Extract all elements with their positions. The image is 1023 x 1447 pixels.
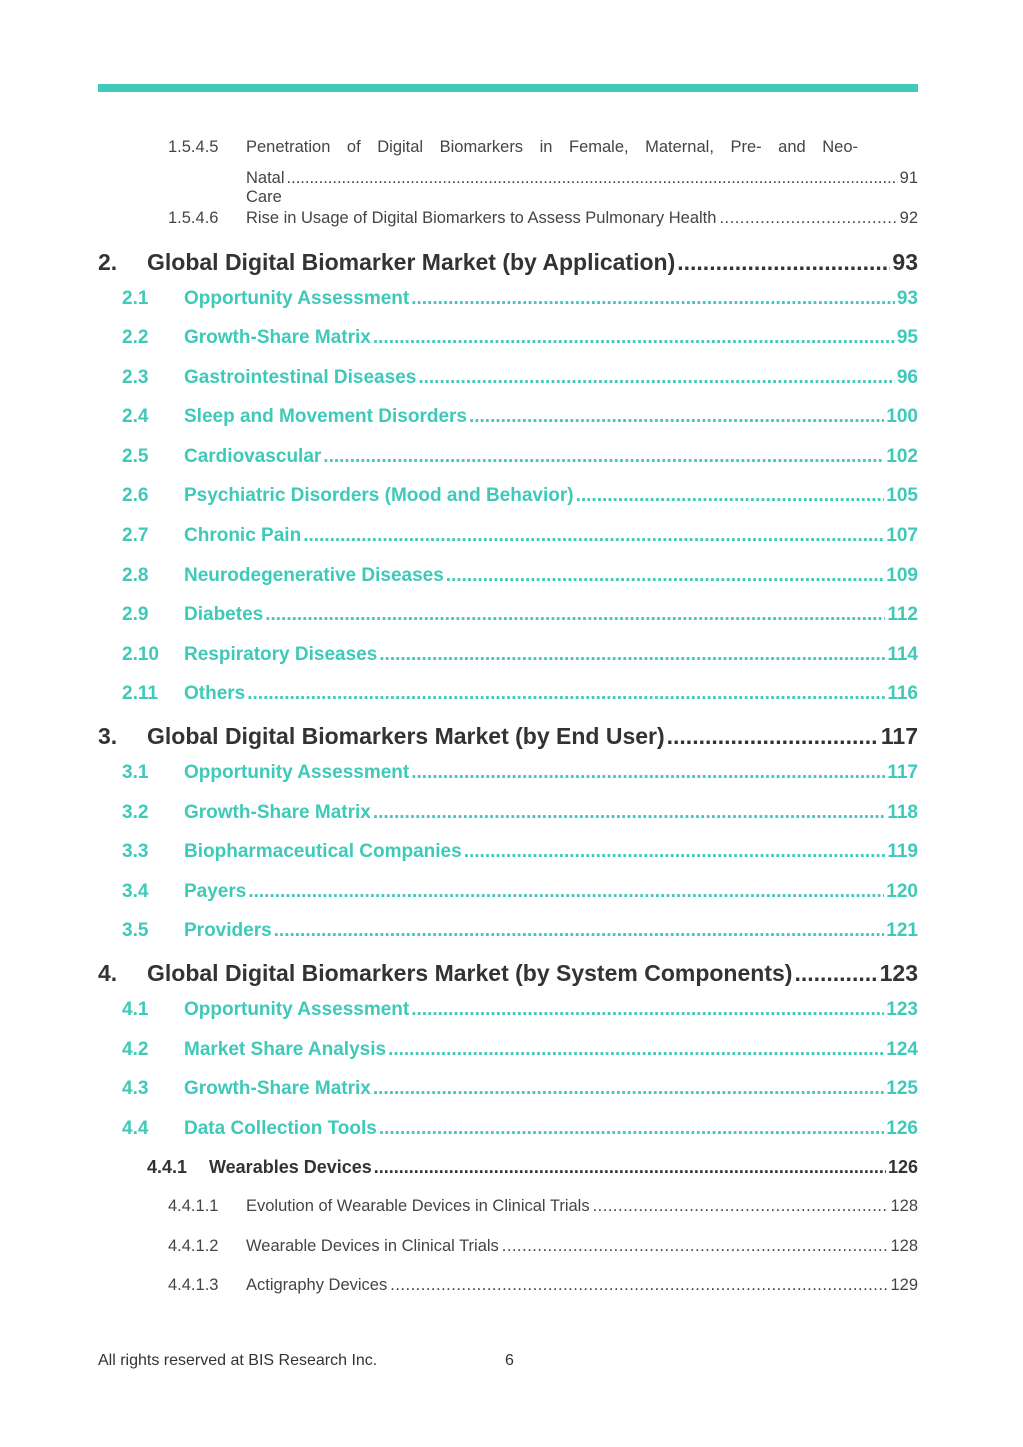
toc-title: Market Share Analysis: [184, 1038, 387, 1060]
toc-number: 4.3: [122, 1078, 149, 1100]
toc-title: Gastrointestinal Diseases: [184, 366, 417, 388]
toc-number: 2.5: [122, 445, 149, 467]
toc-entry-2-2[interactable]: [98, 327, 918, 367]
toc-entry-2-3[interactable]: [98, 367, 918, 407]
toc-page: 100: [886, 406, 918, 428]
toc-page: 123: [879, 960, 918, 986]
toc-number: 2.2: [122, 327, 149, 349]
toc-page: 112: [887, 604, 918, 626]
toc-page: 117: [887, 762, 918, 784]
toc-page: 117: [880, 723, 918, 750]
toc-title: Diabetes: [184, 604, 264, 626]
dot-leader: [576, 485, 885, 507]
toc-entry-4-4-1[interactable]: [98, 1157, 918, 1197]
dot-leader: [373, 1078, 884, 1100]
toc-title: Wearables Devices: [209, 1157, 372, 1178]
toc-title: Payers: [184, 880, 247, 902]
toc-page: 105: [886, 485, 918, 507]
dot-leader: [303, 525, 884, 547]
dot-leader: [794, 960, 877, 987]
toc-number: 3.5: [122, 920, 149, 942]
toc-entry-3-1[interactable]: [98, 762, 918, 802]
toc-number: 3.1: [122, 762, 149, 784]
toc-title: Growth-Share Matrix: [184, 327, 371, 349]
toc-number: 2.3: [122, 366, 149, 388]
toc-number: 4.4.1.1: [168, 1197, 219, 1216]
toc-page: 121: [886, 920, 918, 942]
dot-leader: [677, 249, 890, 276]
toc-title: Global Digital Biomarker Market (by Application): [147, 248, 676, 275]
dot-leader: [446, 565, 885, 587]
dot-leader: [248, 881, 884, 903]
toc-title: Global Digital Biomarkers Market (by End User): [147, 723, 665, 750]
dot-leader: [502, 1237, 888, 1256]
dot-leader: [418, 367, 895, 389]
toc-number: 2.7: [122, 525, 149, 547]
toc-entry-2-9[interactable]: [98, 604, 918, 644]
toc-page: 96: [896, 366, 918, 388]
toc-entry-4-3[interactable]: [98, 1078, 918, 1118]
dot-leader: [411, 288, 895, 310]
toc-number: 4.: [98, 960, 118, 986]
toc-number: 2.4: [122, 406, 149, 428]
dot-leader: [323, 446, 884, 468]
toc-title: Data Collection Tools: [184, 1117, 377, 1139]
toc-number: 4.4.1: [147, 1157, 188, 1178]
dot-leader: [287, 169, 898, 188]
dot-leader: [469, 406, 884, 428]
dot-leader: [274, 920, 885, 942]
toc-entry-4-1[interactable]: [98, 999, 918, 1039]
toc-entry-2-6[interactable]: [98, 485, 918, 525]
toc-number: 2.8: [122, 564, 149, 586]
toc-title: Rise in Usage of Digital Biomarkers to Assess Pulmonary Health: [246, 209, 717, 227]
toc-number: 3.2: [122, 801, 149, 823]
toc-number: 2.: [98, 248, 118, 275]
toc-page: 95: [896, 327, 918, 349]
dot-leader: [411, 999, 884, 1021]
toc-title: Growth-Share Matrix: [184, 801, 371, 823]
dot-leader: [247, 683, 885, 705]
dot-leader: [593, 1197, 888, 1216]
toc-page: 93: [896, 287, 918, 309]
toc-entry-2-5[interactable]: [98, 446, 918, 486]
toc-page: 114: [887, 643, 918, 665]
toc-title: Neurodegenerative Diseases: [184, 564, 444, 586]
toc-entry-3-2[interactable]: [98, 802, 918, 842]
toc-entry-4-4-1-1[interactable]: [98, 1197, 918, 1237]
dot-leader: [667, 723, 879, 750]
dot-leader: [373, 802, 885, 824]
toc-title: Wearable Devices in Clinical Trials: [246, 1236, 499, 1255]
toc-page: 92: [899, 209, 918, 227]
footer-page-number: 6: [505, 1352, 514, 1369]
toc-entry-3-3[interactable]: [98, 841, 918, 881]
toc-number: 3.3: [122, 841, 149, 863]
toc-page: 123: [886, 999, 918, 1020]
toc-number: 2.10: [122, 643, 159, 665]
toc-number: 1.5.4.5: [168, 138, 219, 156]
dot-leader: [373, 327, 895, 349]
toc-number: 1.5.4.6: [168, 209, 219, 227]
toc-title: Growth-Share Matrix: [184, 1078, 371, 1100]
toc-page: 126: [887, 1157, 918, 1178]
toc-number: 2.1: [122, 287, 149, 309]
toc-entry-4-4[interactable]: [98, 1118, 918, 1158]
toc-number: 2.11: [122, 683, 158, 705]
dot-leader: [411, 762, 885, 784]
toc-number: 4.4.1.3: [168, 1276, 219, 1295]
toc-title: Global Digital Biomarkers Market (by System Components): [147, 960, 793, 986]
header-accent-bar: [98, 84, 918, 92]
toc-page: 129: [890, 1276, 918, 1295]
toc-page: 93: [892, 248, 918, 275]
toc-title: Actigraphy Devices: [246, 1276, 388, 1295]
toc-page: 116: [887, 683, 918, 705]
toc-title: Cardiovascular: [184, 445, 322, 467]
toc-page: 124: [886, 1038, 918, 1060]
toc-title: Chronic Pain: [184, 525, 302, 547]
toc-entry-2-4[interactable]: [98, 406, 918, 446]
toc-entry-1-5-4-6[interactable]: [98, 209, 918, 249]
toc-number: 4.2: [122, 1038, 149, 1060]
toc-entry-3-4[interactable]: [98, 881, 918, 921]
table-of-contents: [98, 138, 918, 1316]
dot-leader: [265, 604, 885, 626]
toc-title: Psychiatric Disorders (Mood and Behavior): [184, 485, 574, 507]
toc-page: 125: [886, 1078, 918, 1100]
toc-page: 126: [886, 1117, 918, 1139]
toc-page: 91: [899, 169, 918, 187]
toc-number: 4.4.1.2: [168, 1236, 219, 1255]
toc-number: 4.1: [122, 999, 149, 1020]
toc-title: Sleep and Movement Disorders: [184, 406, 467, 428]
toc-page: 107: [886, 525, 918, 547]
toc-title: Penetration of Digital Biomarkers in Female, Maternal, Pre- and Neo-: [246, 138, 858, 156]
toc-title: Respiratory Diseases: [184, 643, 378, 665]
toc-entry-4-2[interactable]: [98, 1039, 918, 1079]
dot-leader: [390, 1276, 887, 1295]
dot-leader: [719, 209, 896, 228]
toc-page: 118: [887, 801, 918, 823]
dot-leader: [464, 841, 886, 863]
toc-number: 4.4: [122, 1117, 149, 1139]
dot-leader: [388, 1039, 884, 1061]
toc-entry-2-8[interactable]: [98, 565, 918, 605]
toc-title: Opportunity Assessment: [184, 287, 410, 309]
toc-entry-1-5-4-5[interactable]: [98, 138, 918, 209]
footer-copyright: All rights reserved at BIS Research Inc.: [98, 1352, 378, 1369]
toc-number: 2.9: [122, 604, 149, 626]
toc-entry-4-4-1-3[interactable]: [98, 1276, 918, 1316]
toc-entry-4-4-1-2[interactable]: [98, 1237, 918, 1277]
dot-leader: [374, 1157, 886, 1178]
toc-title: Opportunity Assessment: [184, 999, 410, 1020]
toc-number: 2.6: [122, 485, 149, 507]
toc-page: 128: [890, 1236, 918, 1255]
toc-page: 128: [890, 1197, 918, 1216]
toc-entry-3-5[interactable]: [98, 920, 918, 960]
toc-title: Providers: [184, 920, 272, 942]
toc-title: Biopharmaceutical Companies: [184, 841, 462, 863]
toc-entry-2-1[interactable]: [98, 288, 918, 328]
toc-page: 102: [886, 445, 918, 467]
toc-entry-2-10[interactable]: [98, 644, 918, 684]
toc-chapter-2[interactable]: [98, 249, 918, 288]
toc-number: 3.4: [122, 880, 149, 902]
toc-title: Opportunity Assessment: [184, 762, 410, 784]
toc-number: 3.: [98, 723, 118, 750]
toc-entry-2-7[interactable]: [98, 525, 918, 565]
toc-page: 119: [887, 841, 918, 863]
toc-title: Others: [184, 683, 246, 705]
toc-chapter-3[interactable]: [98, 723, 918, 762]
dot-leader: [379, 644, 885, 666]
toc-entry-2-11[interactable]: [98, 683, 918, 723]
dot-leader: [379, 1118, 884, 1140]
toc-title: Evolution of Wearable Devices in Clinical Trials: [246, 1197, 590, 1216]
toc-page: 109: [886, 564, 918, 586]
toc-page: 120: [886, 880, 918, 902]
toc-chapter-4[interactable]: [98, 960, 918, 999]
toc-title-continued: Natal Care: [246, 169, 285, 206]
